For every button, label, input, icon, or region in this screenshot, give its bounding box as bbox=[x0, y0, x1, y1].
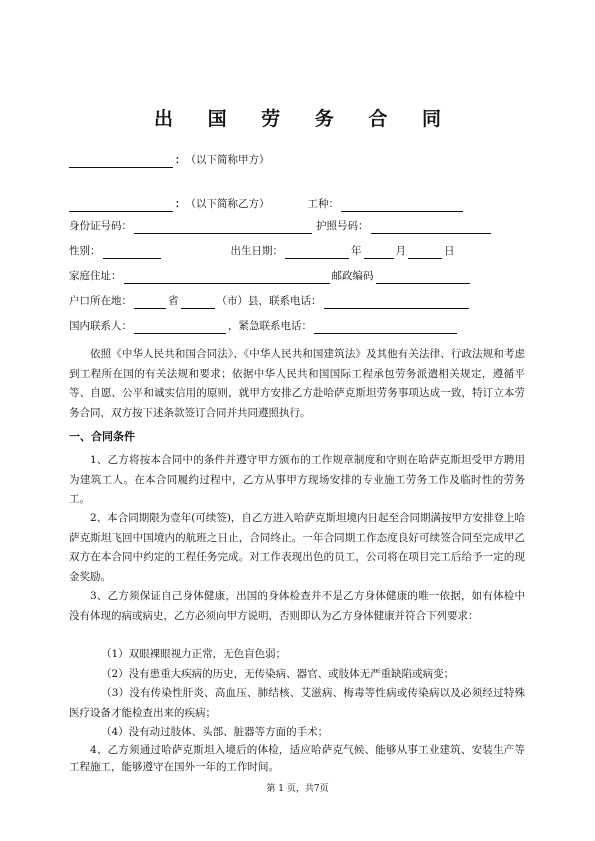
clause-1: 1、乙方将按本合同中的条件并遵守甲方颁布的工作规章制度和守则在哈萨克斯坦受甲方聘用为建筑工人。在本合同履约过程中，乙方从事甲方现场安排的专业施工劳务工作及临时性的劳务工。 bbox=[69, 454, 525, 505]
birth-year-blank[interactable] bbox=[285, 246, 349, 259]
section-heading: 一、合同条件 bbox=[69, 430, 135, 443]
hukou-row bbox=[69, 293, 471, 309]
gender-label: 性别： bbox=[69, 245, 101, 257]
party-b-row bbox=[69, 196, 465, 212]
birth-month-blank[interactable] bbox=[364, 246, 394, 259]
party-a-blank[interactable] bbox=[69, 155, 173, 168]
city-phone-label: （市）县，联系电话： bbox=[216, 295, 322, 307]
emergency-phone-label: ，紧急联系电话： bbox=[228, 320, 312, 332]
address-row bbox=[69, 268, 472, 284]
id-blank[interactable] bbox=[134, 221, 312, 234]
province-label: 省 bbox=[168, 295, 179, 307]
postcode-label: 邮政编码 bbox=[331, 270, 374, 282]
address-label: 家庭住址： bbox=[69, 270, 122, 282]
job-blank[interactable] bbox=[341, 199, 463, 212]
passport-blank[interactable] bbox=[371, 221, 491, 234]
birth-label: 出生日期： bbox=[230, 245, 283, 257]
province-blank[interactable] bbox=[134, 296, 166, 309]
intro-paragraph: 依照《中华人民共和国合同法》、《中华人民共和国建筑法》及其他有关法律、行政法规和考虑到工程所在国的有关法规和要求；依据中华人民共和国国际工程承包劳务派遣相关规定，遵循平等、自愿、公平和诚实信用的原则，就甲方安排乙方赴哈萨克斯坦劳务事项达成一致，特订立本劳务合同，双方按下述条款签订合同并共同遵照执行。 bbox=[69, 348, 525, 419]
party-b-colon: ： bbox=[175, 198, 186, 210]
id-row bbox=[69, 218, 493, 234]
passport-label: 护照号码： bbox=[316, 220, 369, 232]
domestic-contact-blank[interactable] bbox=[134, 321, 226, 334]
requirement-4: （4）没有动过肢体、头部、脏器等方面的手术； bbox=[101, 726, 329, 738]
gender-birth-row bbox=[69, 243, 455, 259]
page-footer: 第 1 页，共7页 bbox=[266, 784, 329, 794]
party-b-label: （以下简称乙方） bbox=[185, 198, 270, 210]
party-a-colon: ： bbox=[175, 154, 186, 166]
requirement-3: （3）没有传染性肝炎、高血压、肺结核、艾滋病、梅毒等性病或传染病以及必须经过特殊医疗设备才能检查出来的疾病； bbox=[69, 687, 525, 719]
month-label: 月 bbox=[395, 245, 406, 257]
day-label: 日 bbox=[444, 245, 455, 257]
clause-3: 3、乙方须保证自己身体健康，出国的身体检查并不是乙方身体健康的唯一依据，如有体检中没有体现的病或病史，乙方必须向甲方说明，否则即认为乙方身体健康并符合下列要求： bbox=[69, 590, 525, 622]
document-title: 出 国 劳 务 合 同 bbox=[153, 108, 456, 130]
party-a-row bbox=[69, 152, 270, 168]
requirement-2: （2）没有患重大疾病的历史，无传染病、器官、或肢体无严重缺陷或病变； bbox=[101, 668, 455, 680]
contact-row bbox=[69, 318, 459, 334]
clause-4: 4、乙方须通过哈萨克斯坦入境后的体检，适应哈萨克气候、能够从事工业建筑、安装生产等工程施工，能够遵守在国外一年的工作时间。 bbox=[69, 744, 525, 773]
phone-blank[interactable] bbox=[324, 296, 469, 309]
emergency-phone-blank[interactable] bbox=[314, 321, 457, 334]
job-label: 工种： bbox=[307, 198, 339, 210]
hukou-label: 户口所在地： bbox=[69, 295, 132, 307]
gender-blank[interactable] bbox=[103, 246, 161, 259]
city-blank[interactable] bbox=[181, 296, 215, 309]
domestic-contact-label: 国内联系人： bbox=[69, 320, 132, 332]
party-b-blank[interactable] bbox=[69, 199, 173, 212]
clause-2: 2、本合同期限为壹年(可续签)，自乙方进入哈萨克斯坦境内日起至合同期满按甲方安排登上哈萨克斯坦飞回中国境内的航班之日止，合同终止。一年合同期工作态度良好可续签合同至完成甲乙双方在本合同中约定的工程任务完成。对工作表现出色的员工，公司将在项目完工后给予一定的现金奖励。 bbox=[69, 512, 525, 583]
party-a-label: （以下简称甲方） bbox=[185, 154, 270, 166]
birth-day-blank[interactable] bbox=[408, 246, 442, 259]
id-label: 身份证号码： bbox=[69, 220, 132, 232]
postcode-blank[interactable] bbox=[376, 271, 470, 284]
year-label: 年 bbox=[351, 245, 362, 257]
requirement-1: （1）双眼裸眼视力正常，无色盲色弱； bbox=[101, 648, 287, 660]
address-blank[interactable] bbox=[124, 271, 330, 284]
